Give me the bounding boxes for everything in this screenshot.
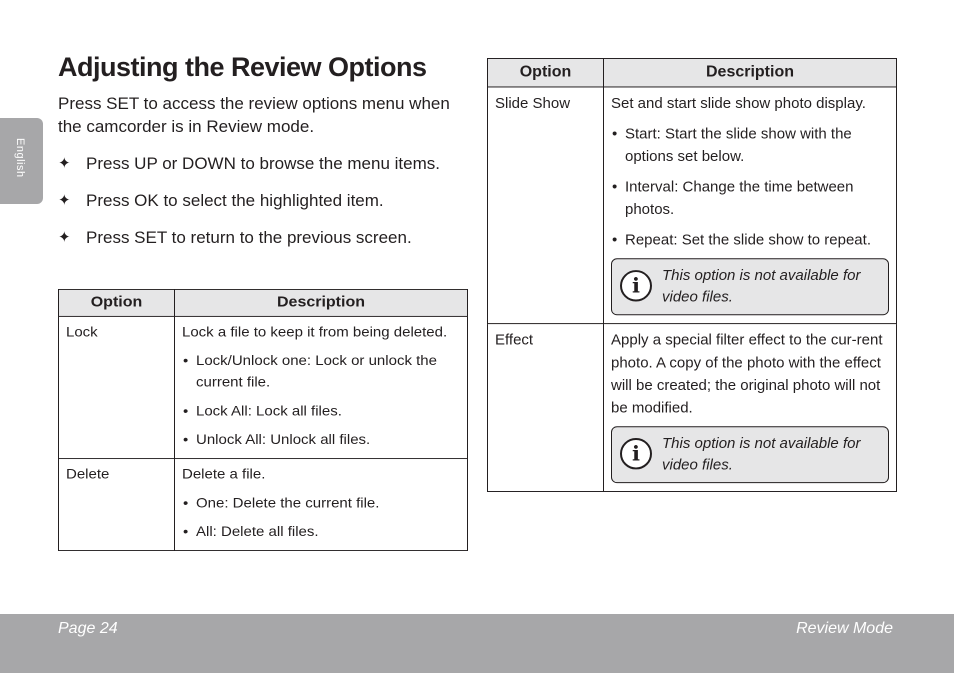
sub-option-list <box>182 350 460 450</box>
page-footer <box>0 614 954 673</box>
info-icon: i <box>620 438 652 469</box>
review-options-table-left <box>58 289 468 551</box>
note-box <box>611 426 889 483</box>
sub-option-item: • Lock All: Lock all files. <box>183 403 342 420</box>
description-text: Delete a file. <box>182 466 266 483</box>
table-header-row <box>59 289 468 316</box>
sub-option-text: All: Delete all files. <box>196 524 319 540</box>
option-name: Lock <box>59 316 175 458</box>
sub-option-text: One: Delete the current file. <box>196 495 380 512</box>
option-name: Delete <box>59 459 175 551</box>
instruction-item <box>58 189 463 212</box>
sub-option-list <box>182 492 460 542</box>
option-name: Slide Show <box>488 87 604 324</box>
option-description <box>175 459 468 551</box>
note-text: This option is not available for video files. <box>662 267 861 306</box>
description-text: Set and start slide show photo display. <box>611 95 866 113</box>
instruction-item <box>58 226 463 249</box>
sub-option-text: Unlock All: Unlock all files. <box>196 432 371 448</box>
note-box <box>611 258 889 315</box>
language-tab <box>0 118 43 204</box>
column-header-option: Option <box>488 58 604 86</box>
table-header-row <box>488 58 897 86</box>
instruction-text: Press UP or DOWN to browse the menu items. <box>86 154 440 173</box>
page-number: Page 24 <box>58 620 118 637</box>
page-title: Adjusting the Review Options <box>58 52 427 82</box>
sub-option-text: Lock All: Lock all files. <box>196 403 342 420</box>
sub-option-item: • One: Delete the current file. <box>183 495 380 512</box>
section-name: Review Mode <box>796 620 893 637</box>
option-description <box>175 316 468 458</box>
sub-option-text: Lock/Unlock one: Lock or unlock the current file. <box>196 353 437 391</box>
star-bullet-icon: ✦ <box>58 192 71 209</box>
option-description <box>604 324 897 492</box>
column-header-option: Option <box>59 289 175 316</box>
column-header-description: Description <box>604 58 897 86</box>
description-text: Lock a file to keep it from being deleted. <box>182 324 448 341</box>
instruction-list <box>58 152 463 249</box>
language-tab-label: English <box>14 138 26 178</box>
sub-option-item: • All: Delete all files. <box>183 524 319 540</box>
instruction-text: Press SET to return to the previous screen. <box>86 228 412 247</box>
intro-text: Press SET to access the review options menu when the camcorder is in Review mode. <box>58 94 450 136</box>
description-text: Apply a special filter effect to the cur-rent photo. A copy of the photo with the effect will be created; the original photo will not be modified. <box>611 331 883 417</box>
sub-option-item: • Unlock All: Unlock all files. <box>183 432 371 448</box>
option-name: Effect <box>488 324 604 492</box>
instruction-item <box>58 152 463 175</box>
table-row <box>59 459 468 551</box>
sub-option-text: Repeat: Set the slide show to repeat. <box>625 231 871 249</box>
note-text: This option is not available for video files. <box>662 435 861 474</box>
star-bullet-icon: ✦ <box>58 155 71 172</box>
star-bullet-icon: ✦ <box>58 229 71 246</box>
option-description <box>604 87 897 324</box>
info-icon: i <box>620 270 652 301</box>
table-row <box>59 316 468 458</box>
sub-option-item: • Repeat: Set the slide show to repeat. <box>612 231 871 249</box>
sub-option-item: • Interval: Change the time between photos. <box>612 178 854 219</box>
instruction-text: Press OK to select the highlighted item. <box>86 191 384 210</box>
table-row <box>488 324 897 492</box>
sub-option-text: Interval: Change the time between photos. <box>625 178 854 219</box>
table-row <box>488 87 897 324</box>
column-header-description: Description <box>175 289 468 316</box>
review-options-table-right <box>487 58 897 492</box>
sub-option-item: • Start: Start the slide show with the options set below. <box>612 125 852 166</box>
sub-option-text: Start: Start the slide show with the options set below. <box>625 125 852 166</box>
sub-option-list <box>611 123 889 252</box>
sub-option-item: • Lock/Unlock one: Lock or unlock the current file. <box>183 353 437 391</box>
